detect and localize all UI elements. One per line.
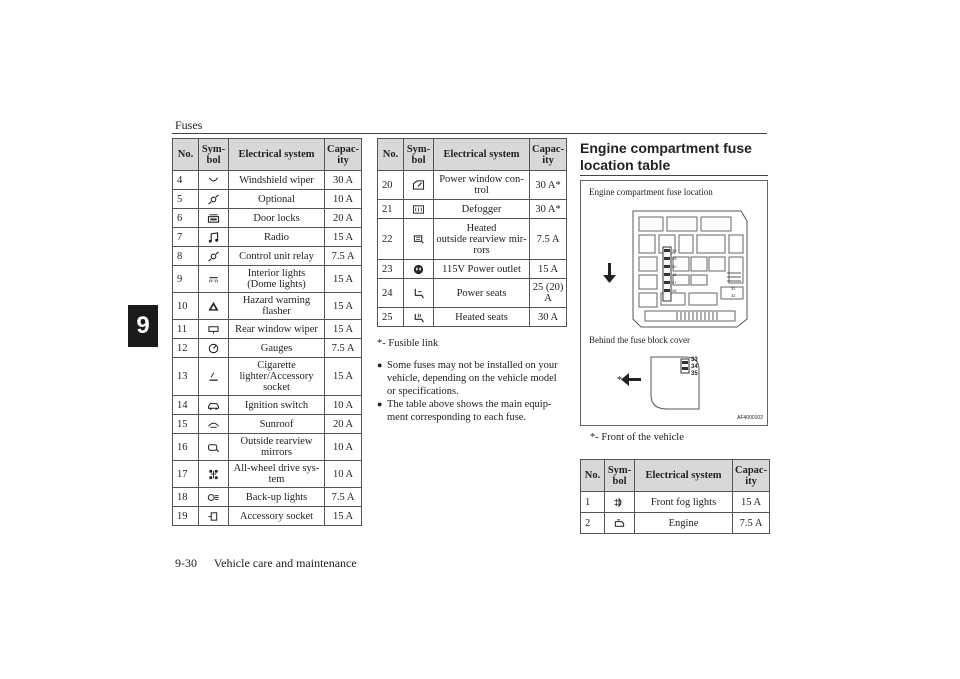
header-symbol xyxy=(199,139,229,171)
table-row xyxy=(173,171,362,190)
table-row xyxy=(173,358,362,396)
fuse-number: 17 xyxy=(173,461,199,488)
fuse-number: 2 xyxy=(581,513,605,534)
fuse-number: 9 xyxy=(173,266,199,293)
fuse-symbol xyxy=(404,260,434,279)
fuse-number: 11 xyxy=(173,320,199,339)
fuse-number: 15 xyxy=(173,415,199,434)
fuse-symbol xyxy=(605,513,635,534)
fuse-number: 8 xyxy=(173,247,199,266)
table-row xyxy=(581,513,770,534)
fuse-table-2-body xyxy=(378,171,567,327)
fuse-capacity: 15 A xyxy=(325,320,362,339)
diagram-asterisk-bottom: * xyxy=(617,375,622,386)
fuse-symbol xyxy=(199,461,229,488)
diagram-asterisk-top: * xyxy=(607,277,612,288)
fuse-capacity: 7.5 A xyxy=(733,513,770,534)
notes-list xyxy=(377,359,565,424)
table-row xyxy=(173,339,362,358)
fuse-symbol xyxy=(199,488,229,507)
fuse-symbol xyxy=(199,293,229,320)
electrical-system: Outside rearview mirrors xyxy=(229,434,325,461)
page-header-title: Fuses xyxy=(175,118,203,132)
table-row xyxy=(173,190,362,209)
defogger-icon xyxy=(412,204,425,215)
fuse-capacity: 15 A xyxy=(325,358,362,396)
fuse-symbol xyxy=(199,396,229,415)
fuse-symbol xyxy=(199,228,229,247)
header-system: Electrical system xyxy=(229,139,325,171)
fuse-number: 20 xyxy=(378,171,404,200)
gauge-icon xyxy=(207,343,220,354)
ignition-icon xyxy=(207,400,220,411)
fuse-capacity: 15 A xyxy=(325,507,362,526)
electrical-system: Cigarette lighter/Accessory socket xyxy=(229,358,325,396)
fuse-capacity: 30 A xyxy=(530,308,567,327)
block-fuse-numbers xyxy=(672,247,680,295)
fuse-number: 14 xyxy=(173,396,199,415)
block-fuse-number: 31 xyxy=(731,286,736,291)
fuse-capacity: 30 A* xyxy=(530,200,567,219)
electrical-system: Heated outside rearview mir- rors xyxy=(434,219,530,260)
socket-icon xyxy=(207,511,220,522)
table-row xyxy=(581,492,770,513)
table-row xyxy=(173,415,362,434)
fuse-capacity: 15 A xyxy=(325,266,362,293)
hazard-icon xyxy=(207,301,220,312)
block-fuse-number: 36 xyxy=(672,248,677,253)
fuse-symbol xyxy=(404,279,434,308)
fuse-capacity: 15 A xyxy=(325,293,362,320)
header-symbol-text: Sym- bol xyxy=(201,143,226,166)
table-row xyxy=(173,320,362,339)
fuse-number: 18 xyxy=(173,488,199,507)
fuse-number: 22 xyxy=(378,219,404,260)
note-bullet: ● The table above shows the main equip- ment corresponding to each fuse. xyxy=(377,398,565,424)
electrical-system: Power seats xyxy=(434,279,530,308)
door-lock-icon xyxy=(207,213,220,224)
diagram-label-bottom: Behind the fuse block cover xyxy=(589,335,690,345)
outlet-icon xyxy=(412,264,425,275)
table-row xyxy=(378,279,567,308)
fuse-number: 21 xyxy=(378,200,404,219)
optional-icon xyxy=(207,194,220,205)
power-seat-icon xyxy=(412,288,425,299)
fuse-capacity: 30 A xyxy=(325,171,362,190)
electrical-system: Control unit relay xyxy=(229,247,325,266)
footer-section: Vehicle care and maintenance xyxy=(213,556,357,570)
fuse-symbol xyxy=(199,171,229,190)
fuse-symbol xyxy=(199,190,229,209)
header-capacity xyxy=(530,139,567,171)
block-fuse-number: 32 xyxy=(731,293,736,298)
table-row xyxy=(378,200,567,219)
header-no: No. xyxy=(378,139,404,171)
fuse-capacity: 25 (20) A xyxy=(530,279,567,308)
electrical-system: Windshield wiper xyxy=(229,171,325,190)
fuse-number: 19 xyxy=(173,507,199,526)
fuse-number: 12 xyxy=(173,339,199,358)
fuse-number: 4 xyxy=(173,171,199,190)
section-rule xyxy=(580,175,768,176)
fuse-symbol xyxy=(605,492,635,513)
fuse-symbol xyxy=(199,320,229,339)
notes xyxy=(377,337,565,424)
table-row xyxy=(378,171,567,200)
header-system: Electrical system xyxy=(635,460,733,492)
block-fuse-number: 28 xyxy=(672,288,677,293)
backup-light-icon xyxy=(207,492,220,503)
table-row xyxy=(378,219,567,260)
fog-light-icon xyxy=(613,497,626,508)
fuse-capacity: 30 A* xyxy=(530,171,567,200)
block-fuse-number: 29 xyxy=(672,256,677,261)
fuse-table-3-body xyxy=(581,492,770,534)
header-system: Electrical system xyxy=(434,139,530,171)
note-bullet: ● Some fuses may not be installed on your vehicle, depending on the vehicle model or specifications. xyxy=(377,359,565,398)
header-rule xyxy=(172,133,767,134)
fuse-table-1-body xyxy=(173,171,362,526)
electrical-system: Defogger xyxy=(434,200,530,219)
mirror-icon xyxy=(207,442,220,453)
heated-mirror-icon xyxy=(412,234,425,245)
dome-light-icon xyxy=(207,274,220,285)
awd-icon xyxy=(207,469,220,480)
fuse-symbol xyxy=(199,415,229,434)
table-row xyxy=(173,461,362,488)
electrical-system: Radio xyxy=(229,228,325,247)
rear-wiper-icon xyxy=(207,324,220,335)
cigarette-icon xyxy=(207,371,220,382)
fuse-number: 1 xyxy=(581,492,605,513)
electrical-system: All-wheel drive sys- tem xyxy=(229,461,325,488)
header-symbol-text: Sym- bol xyxy=(607,464,632,487)
cover-fuse-number: 34 xyxy=(691,364,698,370)
cover-fuse-numbers xyxy=(691,357,698,378)
fuse-capacity: 10 A xyxy=(325,461,362,488)
table-row xyxy=(378,308,567,327)
header-capacity-text: Capac- ity xyxy=(735,464,768,487)
fuse-symbol xyxy=(199,358,229,396)
fuse-symbol xyxy=(199,247,229,266)
table-row xyxy=(173,396,362,415)
fuse-capacity: 20 A xyxy=(325,415,362,434)
electrical-system: Front fog lights xyxy=(635,492,733,513)
table-row xyxy=(173,507,362,526)
electrical-system: 115V Power outlet xyxy=(434,260,530,279)
fuse-number: 5 xyxy=(173,190,199,209)
block-fuse-numbers-right xyxy=(731,285,735,299)
fuse-number: 10 xyxy=(173,293,199,320)
electrical-system: Sunroof xyxy=(229,415,325,434)
electrical-system: Hazard warning flasher xyxy=(229,293,325,320)
fuse-capacity: 10 A xyxy=(325,396,362,415)
fuse-number: 24 xyxy=(378,279,404,308)
header-symbol xyxy=(404,139,434,171)
engine-icon xyxy=(613,518,626,529)
header-capacity-text: Capac- ity xyxy=(532,143,565,166)
fuse-capacity: 7.5 A xyxy=(325,488,362,507)
diagram-label-top: Engine compartment fuse location xyxy=(589,187,713,197)
fuse-symbol xyxy=(404,219,434,260)
electrical-system: Ignition switch xyxy=(229,396,325,415)
electrical-system: Interior lights (Dome lights) xyxy=(229,266,325,293)
radio-icon xyxy=(207,232,220,243)
fuse-symbol xyxy=(404,200,434,219)
fuse-number: 16 xyxy=(173,434,199,461)
header-capacity-text: Capac- ity xyxy=(327,143,360,166)
table-row xyxy=(173,266,362,293)
table-row xyxy=(173,293,362,320)
electrical-system: Gauges xyxy=(229,339,325,358)
diagram-code: AF4000102 xyxy=(737,415,763,421)
fuse-symbol xyxy=(404,171,434,200)
fuse-symbol xyxy=(199,266,229,293)
electrical-system: Optional xyxy=(229,190,325,209)
fuse-table-1 xyxy=(172,138,362,526)
fuse-symbol xyxy=(404,308,434,327)
cover-fuse-number: 33 xyxy=(691,357,698,363)
control-unit-icon xyxy=(207,251,220,262)
fuse-capacity: 20 A xyxy=(325,209,362,228)
electrical-system: Back-up lights xyxy=(229,488,325,507)
electrical-system: Door locks xyxy=(229,209,325,228)
electrical-system: Rear window wiper xyxy=(229,320,325,339)
table-row xyxy=(173,209,362,228)
block-fuse-number: 27 xyxy=(672,280,677,285)
heated-seat-icon xyxy=(412,312,425,323)
fuse-number: 6 xyxy=(173,209,199,228)
fuse-capacity: 15 A xyxy=(530,260,567,279)
fusible-link-note: *- Fusible link xyxy=(377,338,439,349)
fuse-number: 25 xyxy=(378,308,404,327)
electrical-system: Accessory socket xyxy=(229,507,325,526)
front-of-vehicle-note: *- Front of the vehicle xyxy=(590,432,684,443)
fuse-capacity: 7.5 A xyxy=(530,219,567,260)
header-capacity xyxy=(733,460,770,492)
fuse-number: 7 xyxy=(173,228,199,247)
sunroof-icon xyxy=(207,419,220,430)
table-row xyxy=(173,247,362,266)
cover-fuse-number: 35 xyxy=(691,371,698,377)
fuse-capacity: 15 A xyxy=(733,492,770,513)
fuse-symbol xyxy=(199,209,229,228)
block-fuse-number: 30 xyxy=(672,264,677,269)
fuse-capacity: 10 A xyxy=(325,190,362,209)
fuse-symbol xyxy=(199,507,229,526)
electrical-system: Engine xyxy=(635,513,733,534)
power-window-icon xyxy=(412,180,425,191)
table-row xyxy=(173,488,362,507)
wiper-icon xyxy=(207,175,220,186)
table-row xyxy=(173,434,362,461)
fuse-capacity: 7.5 A xyxy=(325,247,362,266)
header-no: No. xyxy=(173,139,199,171)
electrical-system: Power window con- trol xyxy=(434,171,530,200)
fuse-symbol xyxy=(199,434,229,461)
fuse-number: 23 xyxy=(378,260,404,279)
chapter-tab: 9 xyxy=(128,305,158,347)
fuse-table-3 xyxy=(580,459,770,534)
fuse-table-2 xyxy=(377,138,567,327)
fuse-number: 13 xyxy=(173,358,199,396)
header-symbol xyxy=(605,460,635,492)
fuse-location-diagram xyxy=(580,180,768,426)
page-footer xyxy=(175,556,357,571)
fuse-capacity: 7.5 A xyxy=(325,339,362,358)
header-no: No. xyxy=(581,460,605,492)
page-number: 9-30 xyxy=(175,556,197,570)
section-title: Engine compartment fuse location table xyxy=(580,140,752,173)
table-row xyxy=(378,260,567,279)
fuse-capacity: 15 A xyxy=(325,228,362,247)
fuse-block-illustration xyxy=(581,181,767,425)
fuse-symbol xyxy=(199,339,229,358)
header-capacity xyxy=(325,139,362,171)
fuse-capacity: 10 A xyxy=(325,434,362,461)
table-row xyxy=(173,228,362,247)
electrical-system: Heated seats xyxy=(434,308,530,327)
header-symbol-text: Sym- bol xyxy=(406,143,431,166)
block-fuse-number: 26 xyxy=(672,272,677,277)
